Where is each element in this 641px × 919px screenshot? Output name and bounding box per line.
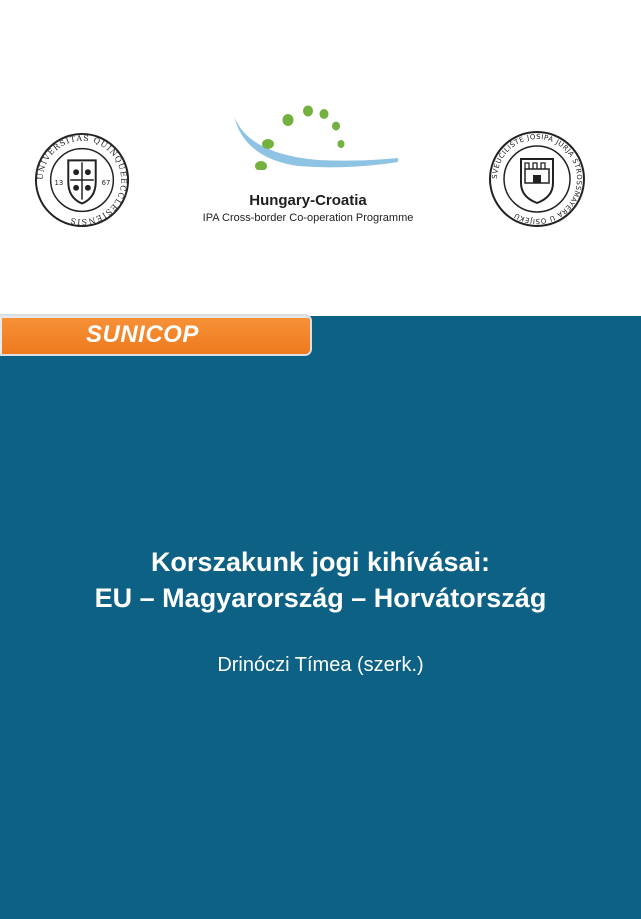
svg-text:SVEUČILIŠTE JOSIPA JURJA STROS: SVEUČILIŠTE JOSIPA JURJA STROSSMAYERA U OSIJEKU (490, 132, 584, 226)
book-title-line-1: Korszakunk jogi kihívásai: (150, 547, 491, 577)
book-title (0, 544, 641, 616)
cover-panel (0, 316, 641, 919)
book-editor: Drinóczi Tímea (szerk.) (217, 654, 424, 676)
svg-text:UNIVERSITAS QUINQUEECCLESIENSI: UNIVERSITAS QUINQUEECCLESIENSIS (35, 133, 129, 227)
series-label: SUNICOP (86, 321, 199, 348)
hungary-croatia-programme-logo-icon (228, 104, 404, 170)
university-osijek-seal-icon (487, 129, 587, 229)
cover-header (0, 0, 641, 316)
book-title-line-2: EU – Magyarország – Horvátország (94, 583, 547, 613)
university-pecs-seal-icon (33, 131, 131, 229)
svg-text:13: 13 (54, 178, 64, 187)
svg-text:67: 67 (101, 178, 111, 187)
programme-subtitle: IPA Cross-border Co-operation Programme (202, 212, 414, 224)
programme-title: Hungary-Croatia (249, 192, 367, 209)
